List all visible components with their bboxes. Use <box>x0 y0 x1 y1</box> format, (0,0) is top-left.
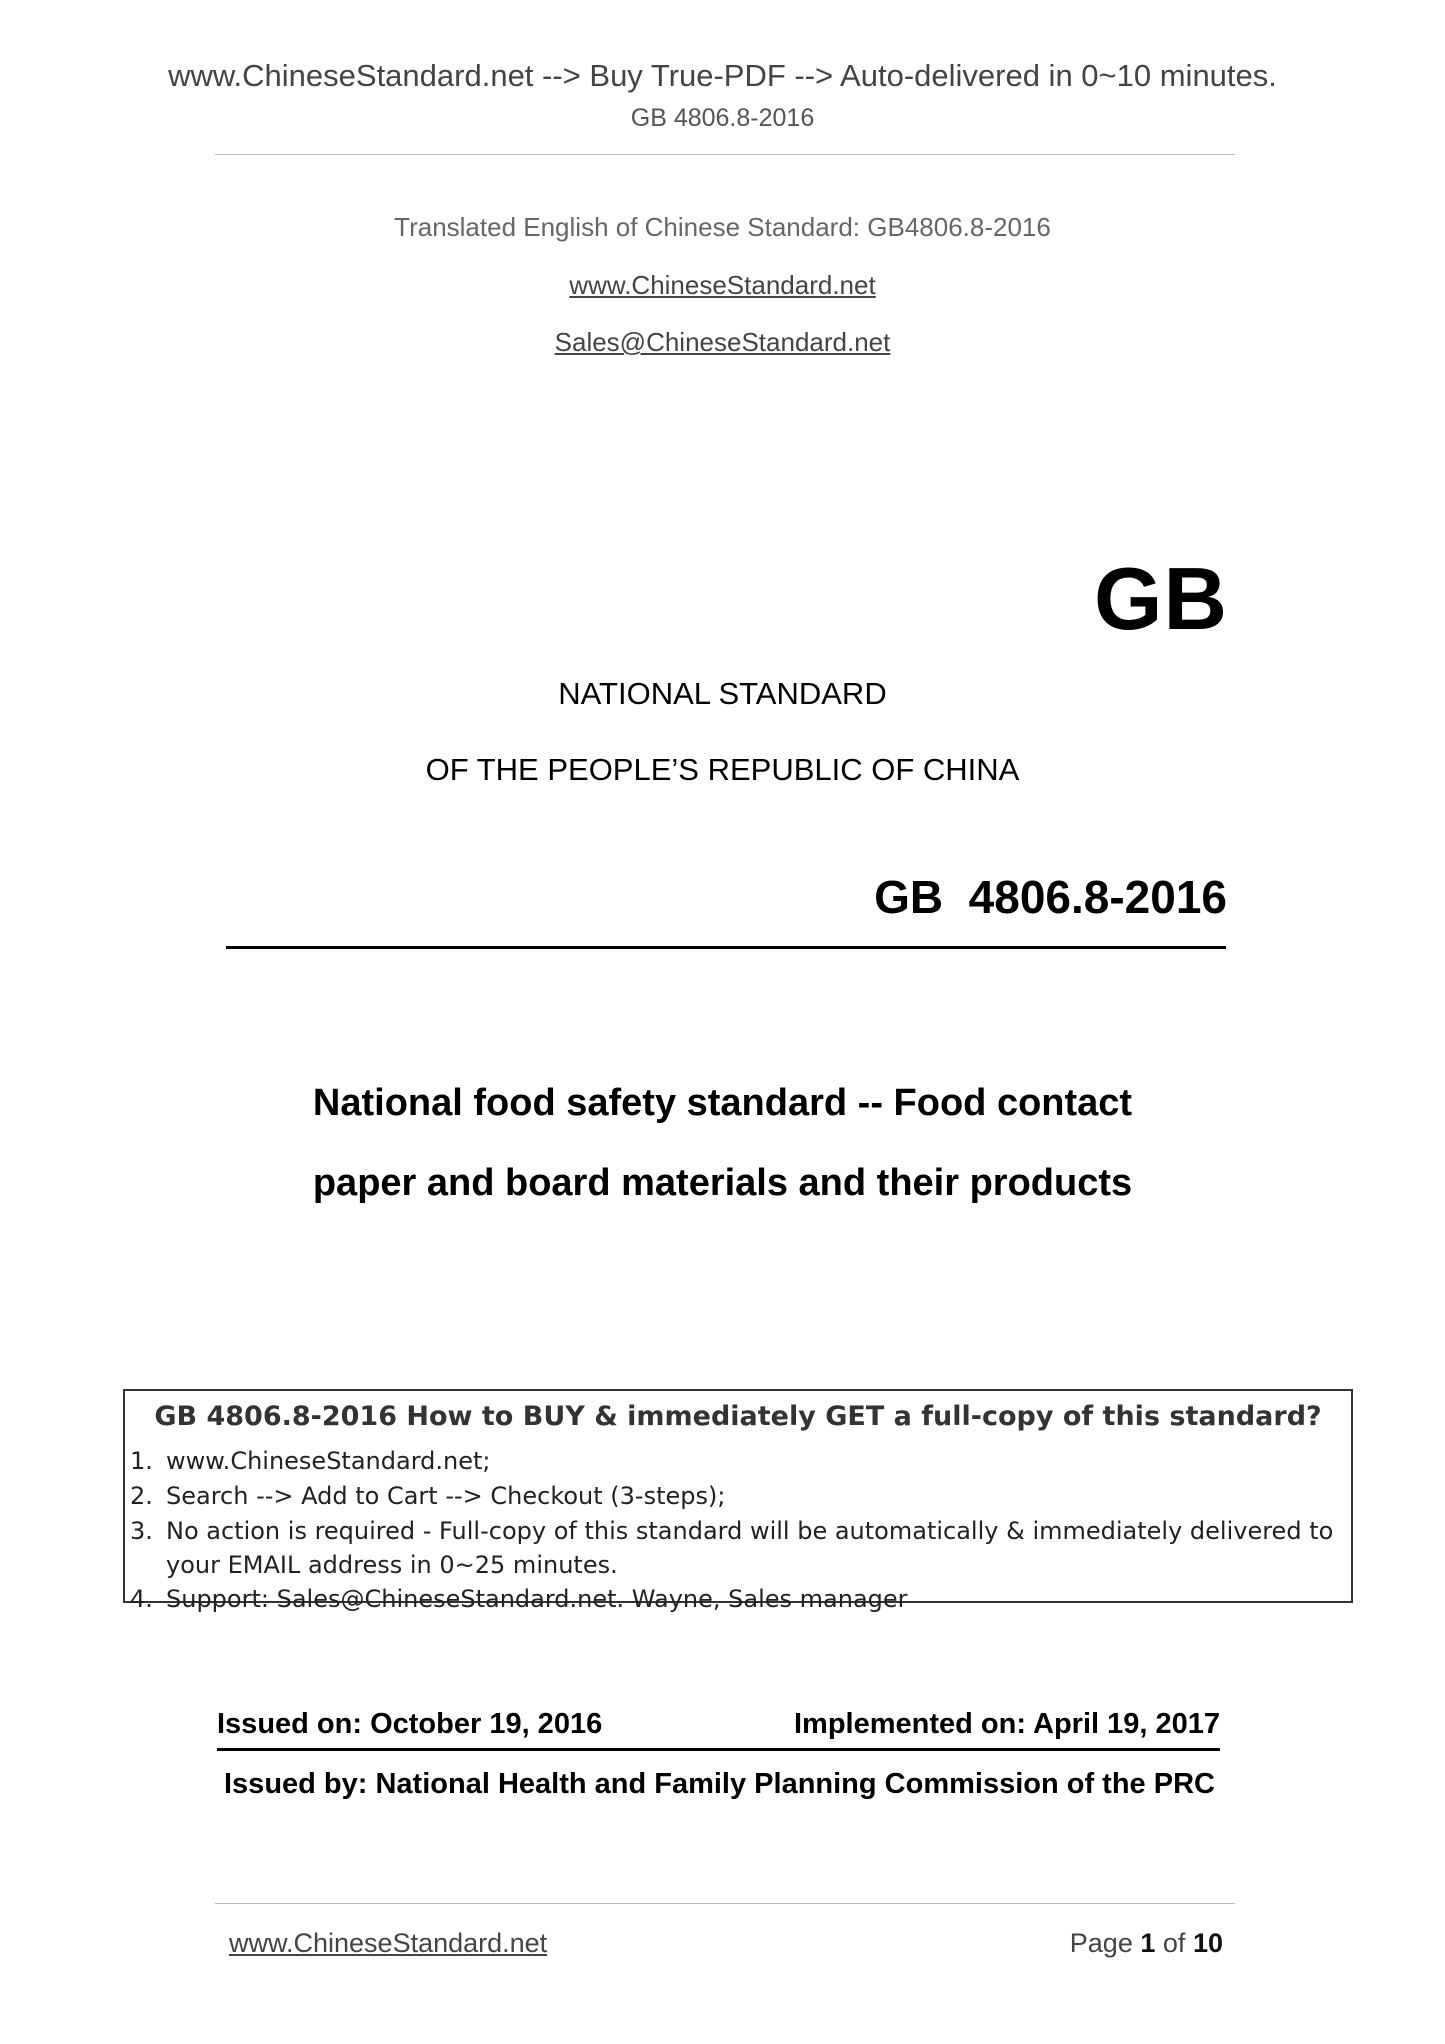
document-title-line-1: National food safety standard -- Food contact <box>312 1082 1133 1124</box>
header-banner: www.ChineseStandard.net --> Buy True-PDF --> Auto-delivered in 0~10 minutes. <box>168 58 1277 93</box>
page-prefix: Page <box>1069 1928 1133 1958</box>
step-number: 1. <box>130 1447 153 1475</box>
step-number: 4. <box>130 1585 153 1613</box>
page-indicator <box>1070 1928 1223 1959</box>
step-number: 2. <box>130 1482 153 1510</box>
page-of: of <box>1162 1928 1186 1958</box>
step-number: 3. <box>130 1517 153 1545</box>
step-text[interactable]: www.ChineseStandard.net; <box>166 1447 491 1475</box>
step-text-continued: your EMAIL address in 0~25 minutes. <box>166 1551 618 1579</box>
footer-website-link[interactable]: www.ChineseStandard.net <box>229 1928 548 1958</box>
header-divider <box>215 154 1235 155</box>
purchase-box-title: GB 4806.8-2016 How to BUY & immediately GET a full-copy of this standard? <box>154 1401 1322 1432</box>
country-line: OF THE PEOPLE’S REPUBLIC OF CHINA <box>425 752 1020 787</box>
purchase-info-box <box>123 1389 1353 1613</box>
page-current: 1 <box>1140 1928 1156 1958</box>
purchase-step <box>130 1482 725 1510</box>
national-standard-line: NATIONAL STANDARD <box>558 676 887 711</box>
email-link[interactable]: Sales@ChineseStandard.net <box>554 327 891 357</box>
website-link-wrap <box>0 270 1445 301</box>
issued-by: Issued by: National Health and Family Planning Commission of the PRC <box>224 1768 1215 1800</box>
standard-number-rule <box>226 946 1226 949</box>
document-title-line-2: paper and board materials and their products <box>312 1162 1133 1204</box>
purchase-step <box>130 1447 490 1475</box>
translated-notice: Translated English of Chinese Standard: GB4806.8-2016 <box>394 212 1051 242</box>
issue-rule <box>217 1748 1220 1751</box>
page-total: 10 <box>1192 1928 1223 1958</box>
email-link-wrap <box>0 327 1445 358</box>
header-doc-code: GB 4806.8-2016 <box>630 104 815 132</box>
website-link[interactable]: www.ChineseStandard.net <box>569 270 876 300</box>
step-text: No action is required - Full-copy of this standard will be automatically & immediately delivered to <box>166 1517 1334 1545</box>
issued-on: Issued on: October 19, 2016 <box>217 1708 603 1740</box>
step-text: Support: Sales@ChineseStandard.net. Wayne, Sales manager <box>166 1585 908 1613</box>
standard-number: GB 4806.8-2016 <box>874 871 1227 923</box>
purchase-step <box>130 1517 1333 1545</box>
step-text: Search --> Add to Cart --> Checkout (3-steps); <box>166 1482 726 1510</box>
purchase-step <box>130 1585 908 1613</box>
implemented-on: Implemented on: April 19, 2017 <box>794 1708 1220 1740</box>
gb-mark: GB <box>1094 549 1228 648</box>
footer-divider <box>215 1903 1235 1904</box>
